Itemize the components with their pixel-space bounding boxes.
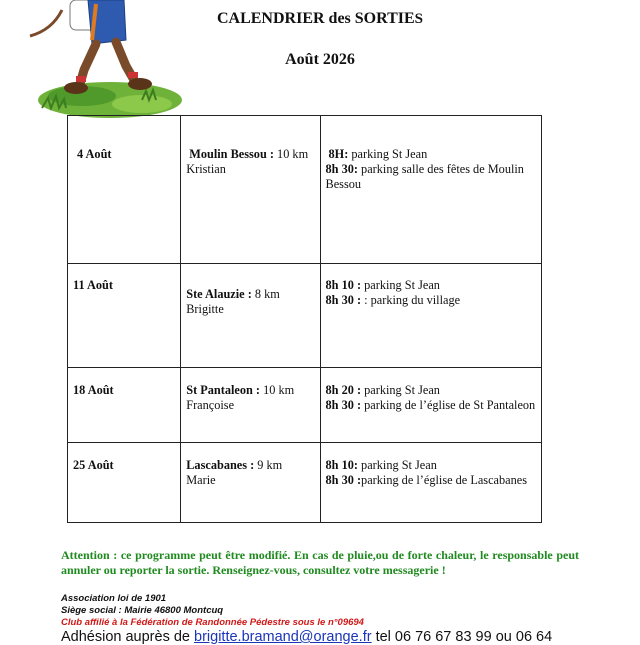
date-cell — [68, 368, 181, 443]
time: 8h 10: — [325, 458, 358, 472]
date-text: 25 Août — [73, 458, 114, 472]
date-cell — [68, 443, 181, 523]
time: 8h 30 : — [325, 293, 362, 307]
meeting-place: parking St Jean — [361, 278, 440, 292]
page-title — [0, 10, 640, 28]
distance: 10 km — [273, 147, 309, 161]
title-text: CALENDRIER des SORTIE — [216, 10, 415, 27]
table-row — [68, 443, 542, 523]
hike-cell — [181, 116, 320, 264]
meeting-cell — [320, 116, 541, 264]
date-text: 11 Août — [73, 278, 113, 292]
leader-name: Françoise — [186, 398, 235, 412]
place-name: St Pantaleon : — [186, 383, 261, 397]
distance: 9 km — [254, 458, 283, 472]
time: 8h 30: — [325, 162, 358, 176]
time: 8H: — [328, 147, 349, 161]
meeting-place: parking St Jean — [348, 147, 428, 161]
distance: 8 km — [251, 287, 280, 301]
membership-prefix: Adhésion auprès de — [61, 629, 195, 645]
email-link[interactable]: brigitte.bramand@orange.fr — [194, 629, 372, 645]
date-cell — [68, 116, 181, 264]
time: 8h 20 : — [325, 383, 362, 397]
leader-name: Kristian — [186, 162, 226, 176]
hike-cell — [181, 264, 320, 368]
leader-name: Brigitte — [186, 302, 224, 316]
date-text: 18 Août — [73, 383, 114, 397]
meeting-place: parking de l’église de Lascabanes — [361, 473, 527, 487]
date-cell — [68, 264, 181, 368]
distance: 10 km — [260, 383, 295, 397]
outings-table — [67, 115, 542, 523]
time: 8h 30 : — [325, 473, 362, 487]
place-name: Moulin Bessou : — [189, 147, 274, 161]
date-text: 4 Août — [77, 147, 112, 161]
meeting-place: : parking du village — [361, 293, 461, 307]
table-row — [68, 116, 542, 264]
membership-line — [61, 629, 621, 645]
association-text: Association loi de 1901 — [61, 593, 167, 604]
meeting-cell — [320, 443, 541, 523]
head-office-text: Siège social : Mairie 46800 Montcuq — [61, 605, 224, 616]
hike-cell — [181, 443, 320, 523]
place-name: Lascabanes : — [186, 458, 255, 472]
table-row — [68, 264, 542, 368]
leader-name: Marie — [186, 473, 216, 487]
attention-notice: Attention : ce programme peut être modifié. En cas de pluie,ou de forte chaleur, le responsable peut annuler ou reporter la sortie. Renseignez-vous, consultez votre messagerie ! — [61, 548, 579, 577]
phone-text: tel 06 76 67 83 99 ou 06 64 — [371, 629, 553, 645]
title-last-letter: S — [414, 11, 424, 27]
table-row — [68, 368, 542, 443]
meeting-place: parking salle des fêtes de Moulin Bessou — [325, 162, 524, 191]
meeting-cell — [320, 264, 541, 368]
meeting-cell — [320, 368, 541, 443]
time: 8h 10 : — [325, 278, 362, 292]
affiliation-text: Club affilié à la Fédération de Randonnée Pédestre sous le n°09694 — [61, 617, 364, 628]
meeting-place: parking St Jean — [361, 383, 440, 397]
meeting-place: parking St Jean — [357, 458, 437, 472]
month-title: Août 2026 — [285, 51, 355, 68]
place-name: Ste Alauzie : — [186, 287, 252, 301]
hike-cell — [181, 368, 320, 443]
time: 8h 30 : — [325, 398, 362, 412]
meeting-place: parking de l’église de St Pantaleon — [361, 398, 536, 412]
